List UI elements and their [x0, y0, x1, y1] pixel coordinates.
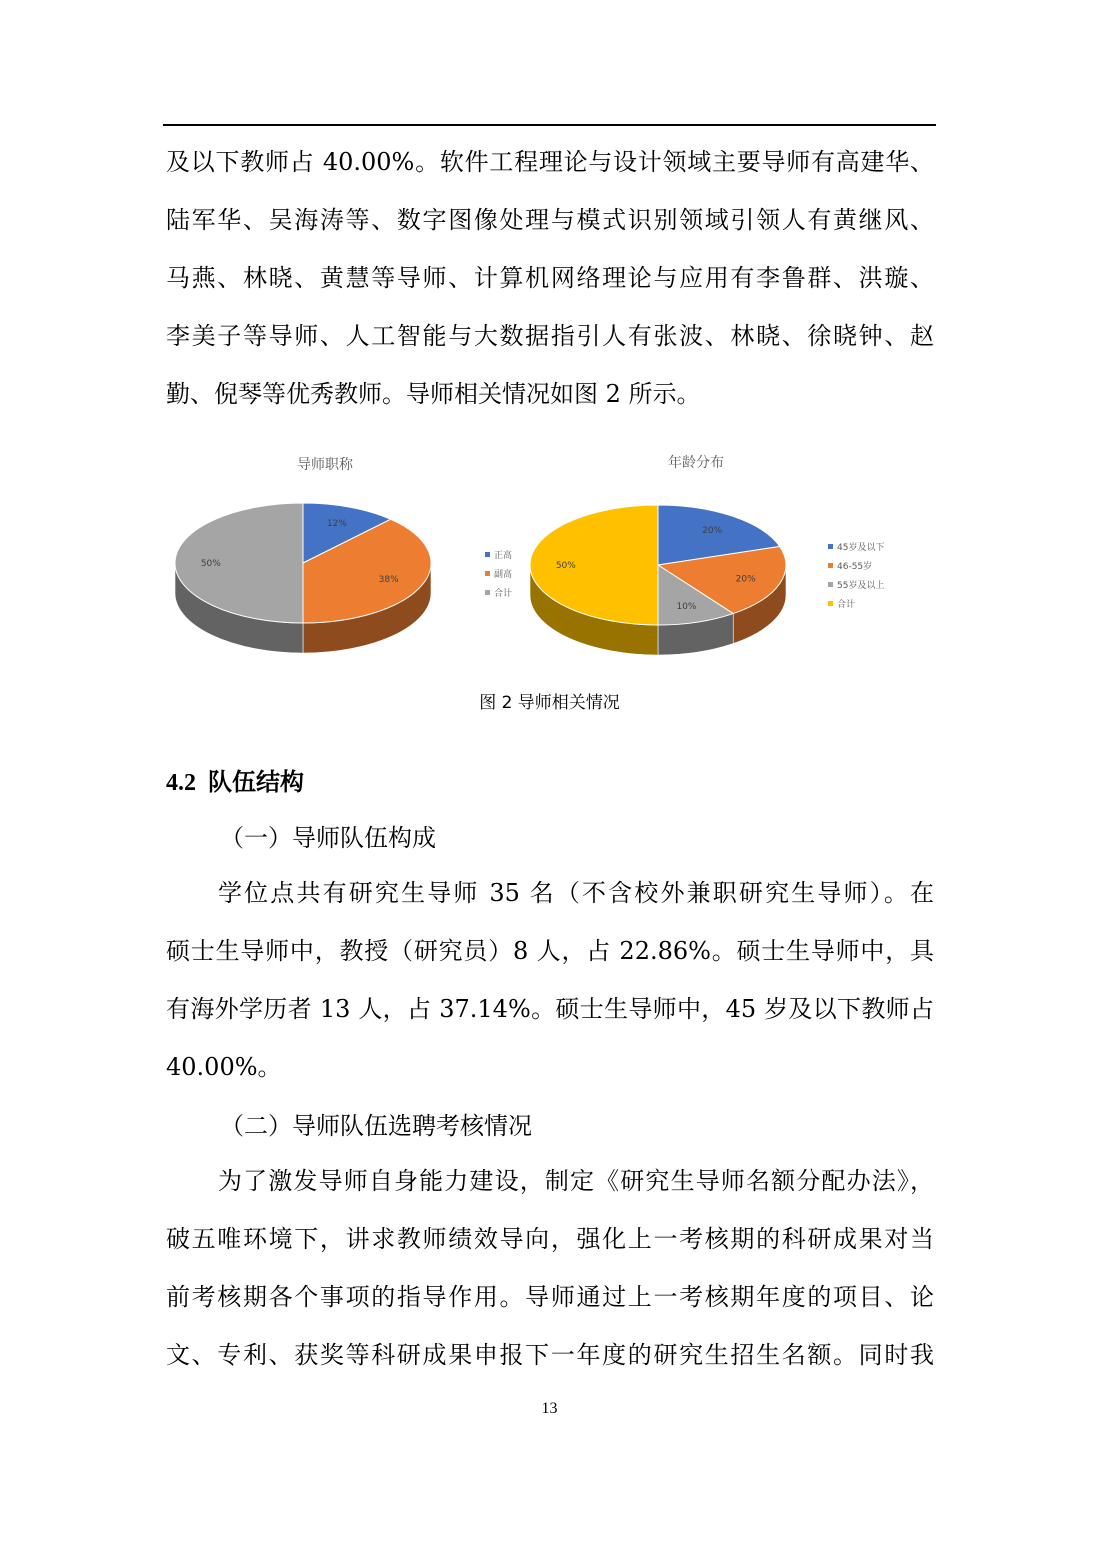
pie-charts: [160, 445, 940, 675]
figure-2: [160, 445, 940, 675]
paragraph-2: [166, 864, 934, 1096]
legend-swatch-0: [485, 552, 490, 557]
paragraph-3: [166, 1152, 934, 1384]
section-title: 队伍结构: [208, 768, 304, 796]
legend-title: [485, 549, 512, 599]
data-label-1: 38%: [378, 574, 399, 585]
legend-label-0: 45岁及以下: [837, 543, 885, 553]
data-label-0: 20%: [702, 526, 723, 537]
text-line: 陆军华、吴海涛等、数字图像处理与模式识别领域引领人有黄继风、: [166, 206, 934, 234]
subsection-heading-2: （二）导师队伍选聘考核情况: [220, 1112, 532, 1140]
data-label-2: 10%: [676, 602, 697, 613]
pie-chart-age: [530, 505, 786, 655]
text-line: 为了激发导师自身能力建设，制定《研究生导师名额分配办法》，: [218, 1167, 934, 1195]
page-number: 13: [541, 1400, 558, 1417]
subsection-heading-1: （一）导师队伍构成: [220, 824, 436, 852]
legend-label-2: 合计: [494, 589, 513, 599]
paragraph-1: [166, 133, 934, 423]
header-rule: [163, 124, 936, 126]
text-line: 前考核期各个事项的指导作用。导师通过上一考核期年度的项目、论: [166, 1283, 934, 1311]
legend-label-2: 55岁及以上: [837, 581, 885, 591]
legend-label-1: 副高: [494, 570, 513, 580]
text-line: 硕士生导师中，教授（研究员）8 人，占 22.86%。硕士生导师中，具: [166, 937, 934, 965]
text-line: 马燕、林晓、黄慧等导师、计算机网络理论与应用有李鲁群、洪璇、: [166, 264, 934, 292]
section-heading: [166, 762, 304, 797]
text-line: 40.00%。: [166, 1053, 282, 1081]
legend-swatch-1: [828, 563, 833, 568]
chart-title-title: 导师职称: [297, 457, 353, 473]
text-line: 勤、倪琴等优秀教师。导师相关情况如图 2 所示。: [166, 380, 701, 408]
pie-chart-title: [175, 503, 431, 653]
legend-swatch-1: [485, 571, 490, 576]
text-line: 破五唯环境下，讲求教师绩效导向，强化上一考核期的科研成果对当: [166, 1225, 934, 1253]
legend-swatch-2: [828, 582, 833, 587]
section-number: 4.2: [166, 770, 196, 796]
legend-label-3: 合计: [837, 600, 856, 610]
data-label-1: 20%: [735, 574, 756, 585]
legend-swatch-2: [485, 590, 490, 595]
legend-age: [828, 541, 884, 610]
legend-label-1: 46-55岁: [837, 562, 873, 572]
text-line: 有海外学历者 13 人，占 37.14%。硕士生导师中，45 岁及以下教师占: [166, 995, 934, 1023]
legend-swatch-0: [828, 544, 833, 549]
data-label-2: 50%: [200, 559, 221, 569]
text-line: 及以下教师占 40.00%。软件工程理论与设计领域主要导师有高建华、: [166, 148, 934, 176]
text-line: 文、专利、获奖等科研成果申报下一年度的研究生招生名额。同时我: [166, 1341, 934, 1369]
data-label-0: 12%: [326, 518, 347, 529]
text-line: 学位点共有研究生导师 35 名（不含校外兼职研究生导师）。在: [218, 879, 934, 907]
data-label-3: 50%: [555, 561, 576, 571]
legend-swatch-3: [828, 601, 833, 606]
chart-title-age: 年龄分布: [668, 455, 724, 471]
figure-caption: 图 2 导师相关情况: [479, 693, 620, 713]
legend-label-0: 正高: [494, 551, 513, 561]
text-line: 李美子等导师、人工智能与大数据指引人有张波、林晓、徐晓钟、赵: [166, 322, 934, 350]
